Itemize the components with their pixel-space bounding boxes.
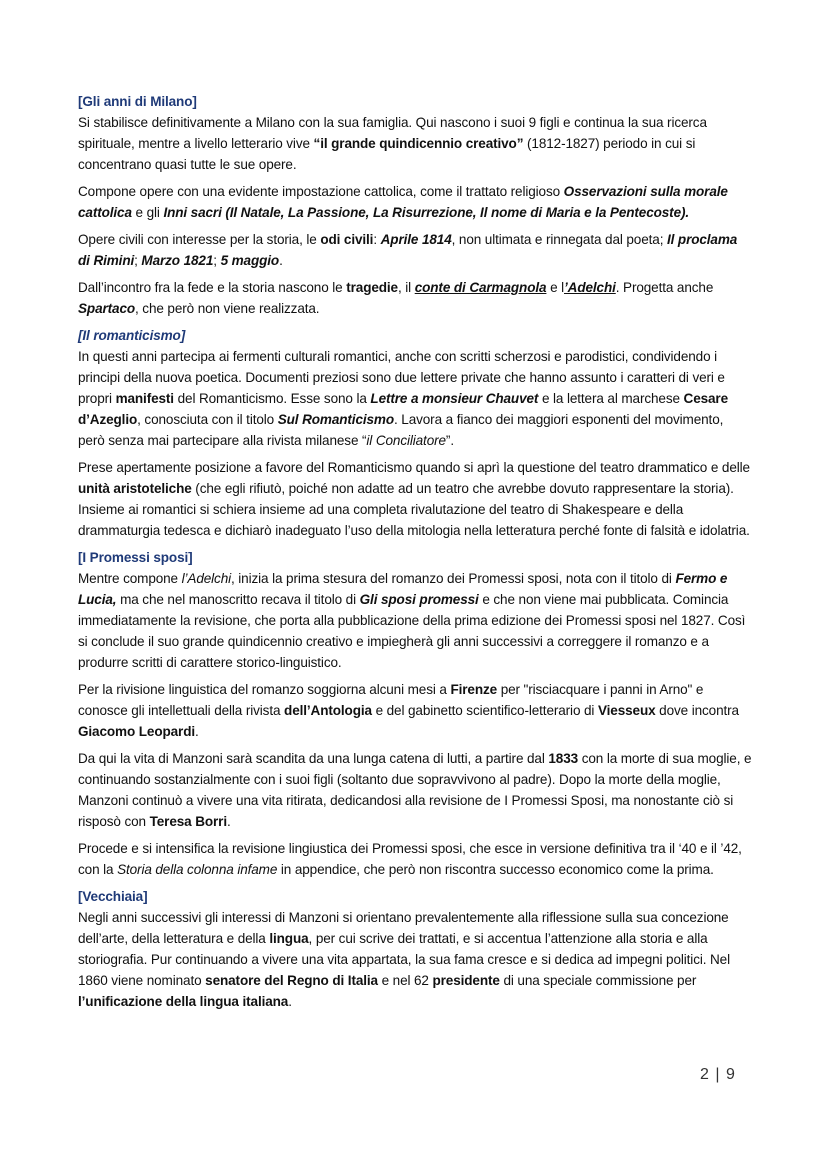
text-run: , non ultimata e rinnegata dal poeta; — [451, 232, 667, 247]
text-run: e che non viene mai pubblicata. Comincia immediatamente la revisione, che porta alla pubblicazione della prima edizione dei Promessi sposi nel 1827. Così si conclude il suo grande quindicennio creativo e impiegherà gli anni successivi a correggere il romanzo e a produrre scritti di carattere storico-linguistico. — [78, 592, 746, 670]
emphasized-text: conte di Carmagnola — [414, 280, 547, 295]
text-run: . — [195, 724, 199, 739]
emphasized-text: Fermo e Lucia, — [78, 571, 728, 607]
text-run: e del gabinetto scientifico-letterario di — [371, 703, 598, 718]
emphasized-text: Lettre a monsieur Chauvet — [370, 391, 539, 406]
text-run: e l — [546, 280, 565, 295]
paragraph — [78, 277, 752, 319]
text-run: e nel 62 — [377, 973, 433, 988]
paragraph — [78, 679, 752, 742]
text-run: , conosciuta con il titolo — [137, 412, 278, 427]
text-run: , per cui scrive dei trattati, e si accentua l’attenzione alla storia e alla storiografia. Pur continuando a vivere una vita appartata, la sua fama cresce e si dedica ad impegni politici. Nel 1860 viene nominato — [78, 931, 730, 988]
emphasized-text: 1833 — [548, 751, 579, 766]
emphasized-text: lingua — [269, 931, 309, 946]
text-run: Negli anni successivi gli interessi di Manzoni si orientano prevalentemente alla riflessione sulla sua concezione dell’arte, della letteratura e della — [78, 910, 729, 946]
emphasized-text: Firenze — [450, 682, 498, 697]
text-run: . — [226, 814, 231, 829]
text-run: (che egli rifiutò, poiché non adatte ad un teatro che avrebbe dovuto rappresentare la storia). Insieme ai romantici si schiera insieme ad una completa rivalutazione del teatro di Shakespeare e della drammaturgia tedesca e dichiarò inadeguato l’uso della mitologia nella letteratura perché fonte di falsità e idolatria. — [78, 481, 750, 538]
emphasized-text: Inni sacri (Il Natale, La Passione, La Risurrezione, Il nome di Maria e la Pentecoste). — [163, 205, 690, 220]
emphasized-text: l’Adelchi — [181, 571, 231, 586]
text-run: Si stabilisce definitivamente a Milano con la sua famiglia. Qui nascono i suoi 9 figli e continua la sua ricerca spirituale, mentre a livello letterario vive — [78, 115, 707, 151]
section — [78, 325, 752, 541]
document-body — [78, 91, 752, 1018]
paragraph — [78, 346, 752, 451]
paragraph — [78, 568, 752, 673]
text-run: , che però non viene realizzata. — [135, 301, 320, 316]
emphasized-text: Storia della colonna infame — [117, 862, 278, 877]
emphasized-text: 5 maggio — [220, 253, 280, 268]
section-heading: [Vecchiaia] — [78, 889, 148, 904]
text-run: ; — [213, 253, 221, 268]
emphasized-text: odi civili — [320, 232, 374, 247]
emphasized-text: manifesti — [115, 391, 174, 406]
text-run: . Lavora a fianco dei maggiori esponenti del movimento, però senza mai partecipare alla rivista milanese “ — [78, 412, 724, 448]
text-run: di una speciale commissione per — [499, 973, 697, 988]
emphasized-text: “il grande quindicennio creativo” — [313, 136, 524, 151]
text-run: . Progetta anche — [615, 280, 714, 295]
text-run: Prese apertamente posizione a favore del Romanticismo quando si aprì la questione del teatro drammatico e delle — [78, 460, 750, 475]
text-run: del Romanticismo. Esse sono la — [173, 391, 371, 406]
emphasized-text: Gli sposi promessi — [359, 592, 479, 607]
paragraph — [78, 181, 752, 223]
text-run: , il — [397, 280, 415, 295]
paragraph — [78, 748, 752, 832]
text-run: Opere civili con interesse per la storia, le — [78, 232, 321, 247]
emphasized-text: Marzo 1821 — [141, 253, 214, 268]
text-run: In questi anni partecipa ai fermenti culturali romantici, anche con scritti scherzosi e parodistici, condividendo i principi della nuova poetica. Documenti preziosi sono due lettere private che hanno assunto i caratteri di veri e propri — [78, 349, 725, 406]
section-heading: [Gli anni di Milano] — [78, 94, 197, 109]
emphasized-text: Il proclama di Rimini — [78, 232, 738, 268]
text-run: : — [373, 232, 381, 247]
emphasized-text: Osservazioni sulla morale cattolica — [78, 184, 728, 220]
emphasized-text: senatore del Regno di Italia — [205, 973, 378, 988]
emphasized-text: unità aristoteliche — [78, 481, 192, 496]
text-run: Mentre compone — [78, 571, 182, 586]
text-run: ”. — [445, 433, 454, 448]
emphasized-text: ’Adelchi — [564, 280, 616, 295]
emphasized-text: presidente — [432, 973, 500, 988]
text-run: . — [279, 253, 283, 268]
text-run: con la morte di sua moglie, e continuando sostanzialmente con i suoi figli (soltanto due sopravvivono al padre). Dopo la morte della moglie, Manzoni continuò a vivere una vita ritirata, dedicandosi alla revisione de I Promessi Sposi, ma nonostante ciò si risposò con — [78, 751, 752, 829]
emphasized-text: il Conciliatore — [366, 433, 446, 448]
text-run: Compone opere con una evidente impostazione cattolica, come il trattato religioso — [78, 184, 564, 199]
emphasized-text: Aprile 1814 — [380, 232, 452, 247]
section — [78, 91, 752, 319]
paragraph — [78, 838, 752, 880]
emphasized-text: l’unificazione della lingua italiana — [78, 994, 289, 1009]
text-run: Da qui la vita di Manzoni sarà scandita da una lunga catena di lutti, a partire dal — [78, 751, 549, 766]
emphasized-text: Teresa Borri — [149, 814, 227, 829]
emphasized-text: Cesare d’Azeglio — [78, 391, 729, 427]
text-run: (1812-1827) periodo in cui si concentrano quasi tutte le sue opere. — [78, 136, 696, 172]
paragraph — [78, 229, 752, 271]
emphasized-text: dell’Antologia — [284, 703, 372, 718]
paragraph — [78, 457, 752, 541]
section-heading: [Il romanticismo] — [78, 328, 186, 343]
text-run: in appendice, che però non riscontra successo economico come la prima. — [277, 862, 714, 877]
text-run: Procede e si intensifica la revisione lingiustica dei Promessi sposi, che esce in versione definitiva tra il ‘40 e il ’42, con la — [78, 841, 742, 877]
emphasized-text: Giacomo Leopardi — [78, 724, 196, 739]
paragraph — [78, 907, 752, 1012]
text-run: Dall’incontro fra la fede e la storia nascono le — [78, 280, 347, 295]
section — [78, 886, 752, 1012]
section-heading: [I Promessi sposi] — [78, 550, 193, 565]
text-run: , inizia la prima stesura del romanzo dei Promessi sposi, nota con il titolo di — [231, 571, 676, 586]
emphasized-text: Spartaco — [78, 301, 136, 316]
text-run: e la lettera al marchese — [538, 391, 684, 406]
text-run: . — [288, 994, 292, 1009]
text-run: dove incontra — [655, 703, 739, 718]
section — [78, 547, 752, 880]
emphasized-text: Sul Romanticismo — [277, 412, 394, 427]
emphasized-text: Viesseux — [597, 703, 656, 718]
page-number: 2 | 9 — [700, 1066, 736, 1083]
emphasized-text: tragedie — [346, 280, 398, 295]
paragraph — [78, 112, 752, 175]
text-run: e gli — [131, 205, 164, 220]
text-run: ma che nel manoscritto recava il titolo di — [116, 592, 360, 607]
text-run: Per la rivisione linguistica del romanzo soggiorna alcuni mesi a — [78, 682, 451, 697]
text-run: per "risciacquare i panni in Arno" e conosce gli intellettuali della rivista — [78, 682, 704, 718]
text-run: ; — [134, 253, 142, 268]
